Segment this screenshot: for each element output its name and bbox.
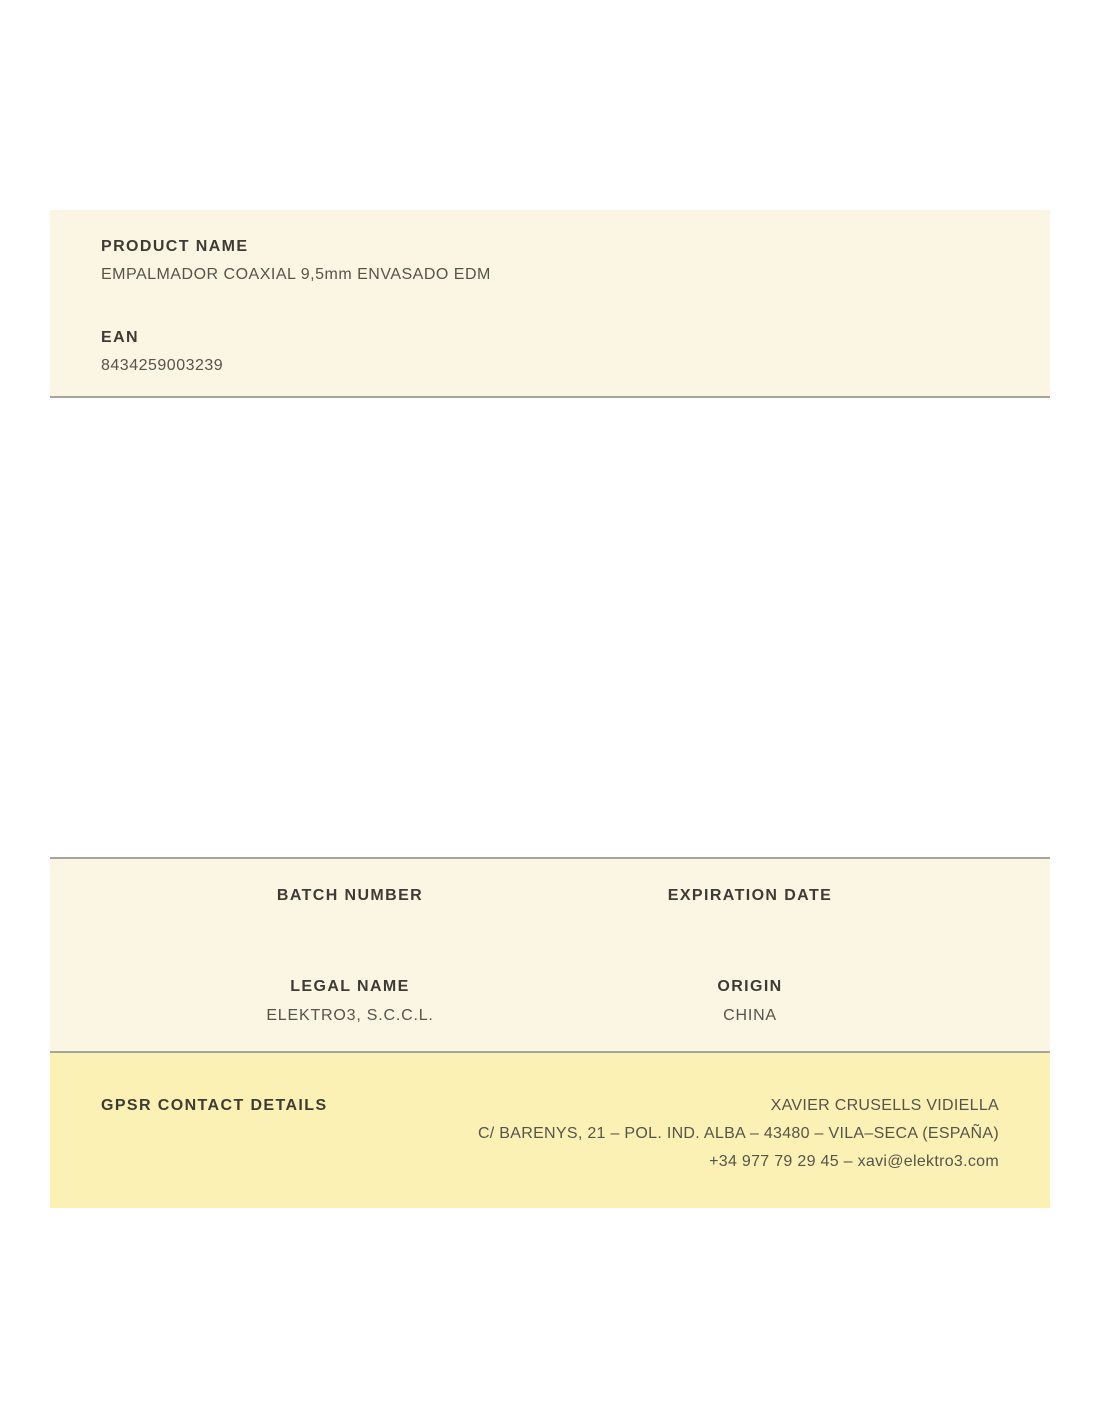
gpsr-contact-label: GPSR CONTACT DETAILS: [101, 1097, 328, 1114]
gpsr-contact-phone-email: +34 977 79 29 45 – xavi@elektro3.com: [709, 1153, 999, 1170]
gpsr-contact-name: XAVIER CRUSELLS VIDIELLA: [770, 1097, 999, 1114]
product-name-label: PRODUCT NAME: [101, 238, 249, 255]
product-info-panel: [50, 210, 1050, 398]
product-name-value: EMPALMADOR COAXIAL 9,5mm ENVASADO EDM: [101, 266, 491, 283]
gpsr-contact-panel: [50, 1053, 1050, 1208]
origin-cell: [550, 977, 950, 1026]
origin-value: CHINA: [723, 1007, 777, 1024]
ean-label: EAN: [101, 329, 139, 346]
batch-number-label: BATCH NUMBER: [276, 887, 424, 904]
expiration-date-label: EXPIRATION DATE: [667, 887, 833, 904]
legal-name-label: LEGAL NAME: [290, 978, 410, 995]
origin-label: ORIGIN: [717, 978, 783, 995]
details-row-top: [150, 886, 950, 906]
details-panel: [50, 857, 1050, 1053]
legal-name-value: ELEKTRO3, S.C.C.L.: [266, 1007, 434, 1024]
gpsr-contact-block: [478, 1092, 999, 1176]
ean-value: 8434259003239: [101, 357, 224, 374]
gpsr-contact-address: C/ BARENYS, 21 – POL. IND. ALBA – 43480 – VILA–SECA (ESPAÑA): [477, 1125, 999, 1142]
batch-number-cell: [150, 886, 550, 906]
expiration-date-cell: [550, 886, 950, 906]
details-row-bottom: [150, 977, 950, 1026]
legal-name-cell: [150, 977, 550, 1026]
